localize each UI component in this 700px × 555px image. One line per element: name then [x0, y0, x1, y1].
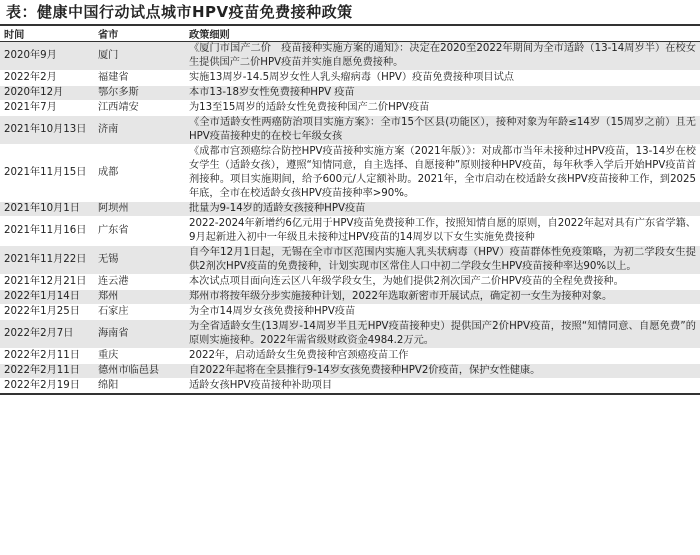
- cell-time: 2022年2月11日: [0, 349, 94, 364]
- table-row: [0, 71, 700, 86]
- cell-detail: 为全市14周岁女孩免费接种HPV疫苗: [185, 305, 700, 320]
- table-row: [0, 86, 700, 101]
- header-time: 时间: [0, 26, 94, 42]
- policy-table: [0, 26, 700, 395]
- table-row: [0, 42, 700, 71]
- table-row: [0, 202, 700, 217]
- cell-time: 2021年10月13日: [0, 116, 94, 145]
- cell-detail: 自2022年起将在全县推行9-14岁女孩免费接种HPV2价疫苗，保护女性健康。: [185, 364, 700, 379]
- table-row: [0, 116, 700, 145]
- cell-province: 厦门: [94, 42, 185, 71]
- table-row: [0, 349, 700, 364]
- header-detail: 政策细则: [185, 26, 700, 42]
- cell-detail: 《成都市宫颈癌综合防控HPV疫苗接种实施方案（2021年版）》：对成都市当年未接种过HPV疫苗，13-14岁在校女学生（适龄女孩），遵照“知情同意，自主选择、自愿接种”原则接种HPV疫苗，每年秋季入学后开始HPV疫苗首剂接种。项目实施期间，给予600元/人定额补助。2021年，全市启动在校适龄女孩HPV疫苗接种工作，到2025年底，全市在校适龄女孩HPV疫苗接种率>90%。: [185, 145, 700, 202]
- cell-province: 江西靖安: [94, 101, 185, 116]
- cell-province: 济南: [94, 116, 185, 145]
- cell-province: 福建省: [94, 71, 185, 86]
- cell-time: 2020年12月: [0, 86, 94, 101]
- cell-detail: 2022年，启动适龄女生免费接种宫颈癌疫苗工作: [185, 349, 700, 364]
- table-row: [0, 275, 700, 290]
- cell-time: 2021年12月21日: [0, 275, 94, 290]
- cell-time: 2021年11月16日: [0, 217, 94, 246]
- cell-time: 2022年2月11日: [0, 364, 94, 379]
- cell-detail: 适龄女孩HPV疫苗接种补助项目: [185, 379, 700, 395]
- cell-detail: 2022-2024年新增约6亿元用于HPV疫苗免费接种工作，按照知情自愿的原则，自2022年起对具有广东省学籍、9月起新进入初中一年级且未接种过HPV疫苗的14周岁以下女生实施免费接种: [185, 217, 700, 246]
- cell-detail: 《全市适龄女性两癌防治项目实施方案》：全市15个区县(功能区），接种对象为年龄≤14岁（15周岁之前）且无HPV疫苗接种史的在校七年级女孩: [185, 116, 700, 145]
- table-row: [0, 290, 700, 305]
- table-row: [0, 364, 700, 379]
- cell-detail: 为全省适龄女生(13周岁-14周岁半且无HPV疫苗接种史）提供国产2价HPV疫苗，按照“知情同意、自愿免费”的原则实施接种。2022年需省级财政资金4984.2万元。: [185, 320, 700, 349]
- cell-province: 鄂尔多斯: [94, 86, 185, 101]
- cell-province: 绵阳: [94, 379, 185, 395]
- cell-detail: 本市13-18岁女性免费接种HPV 疫苗: [185, 86, 700, 101]
- cell-province: 德州市临邑县: [94, 364, 185, 379]
- cell-province: 阿坝州: [94, 202, 185, 217]
- cell-detail: 《厦门市国产二价 疫苗接种实施方案的通知》：决定在2020至2022年期间为全市适龄（13-14周岁半）在校女生提供国产二价HPV疫苗并实施自愿免费接种。: [185, 42, 700, 71]
- cell-time: 2021年7月: [0, 101, 94, 116]
- cell-detail: 郑州市将按年级分步实施接种计划，2022年选取新密市开展试点，确定初一女生为接种对象。: [185, 290, 700, 305]
- cell-time: 2022年2月19日: [0, 379, 94, 395]
- table-title: 表：健康中国行动试点城市HPV疫苗免费接种政策: [6, 3, 353, 21]
- table-row: [0, 305, 700, 320]
- cell-time: 2021年10月1日: [0, 202, 94, 217]
- table-row: [0, 145, 700, 202]
- cell-detail: 本次试点项目面向连云区八年级学段女生，为她们提供2剂次国产二价HPV疫苗的全程免费接种。: [185, 275, 700, 290]
- table-row: [0, 217, 700, 246]
- cell-time: 2022年1月25日: [0, 305, 94, 320]
- cell-detail: 实施13周岁-14.5周岁女性人乳头瘤病毒（HPV）疫苗免费接种项目试点: [185, 71, 700, 86]
- cell-detail: 为13至15周岁的适龄女性免费接种国产二价HPV疫苗: [185, 101, 700, 116]
- cell-time: 2021年11月22日: [0, 246, 94, 275]
- cell-time: 2022年1月14日: [0, 290, 94, 305]
- cell-province: 连云港: [94, 275, 185, 290]
- cell-time: 2020年9月: [0, 42, 94, 71]
- cell-province: 重庆: [94, 349, 185, 364]
- cell-province: 海南省: [94, 320, 185, 349]
- cell-time: 2022年2月: [0, 71, 94, 86]
- cell-province: 郑州: [94, 290, 185, 305]
- cell-province: 无锡: [94, 246, 185, 275]
- table-row: [0, 246, 700, 275]
- table-row: [0, 379, 700, 395]
- header-province: 省市: [94, 26, 185, 42]
- table-row: [0, 101, 700, 116]
- cell-time: 2021年11月15日: [0, 145, 94, 202]
- cell-detail: 批量为9-14岁的适龄女孩接种HPV疫苗: [185, 202, 700, 217]
- cell-province: 成都: [94, 145, 185, 202]
- cell-time: 2022年2月7日: [0, 320, 94, 349]
- table-row: [0, 320, 700, 349]
- cell-detail: 自今年12月1日起，无锡在全市市区范围内实施人乳头状病毒（HPV）疫苗群体性免疫策略，为初二学段女生提供2剂次HPV疫苗的免费接种，计划实现市区常住人口中初二学段女生HPV疫苗接种率达90%以上。: [185, 246, 700, 275]
- cell-province: 石家庄: [94, 305, 185, 320]
- table-header-row: [0, 26, 700, 42]
- cell-province: 广东省: [94, 217, 185, 246]
